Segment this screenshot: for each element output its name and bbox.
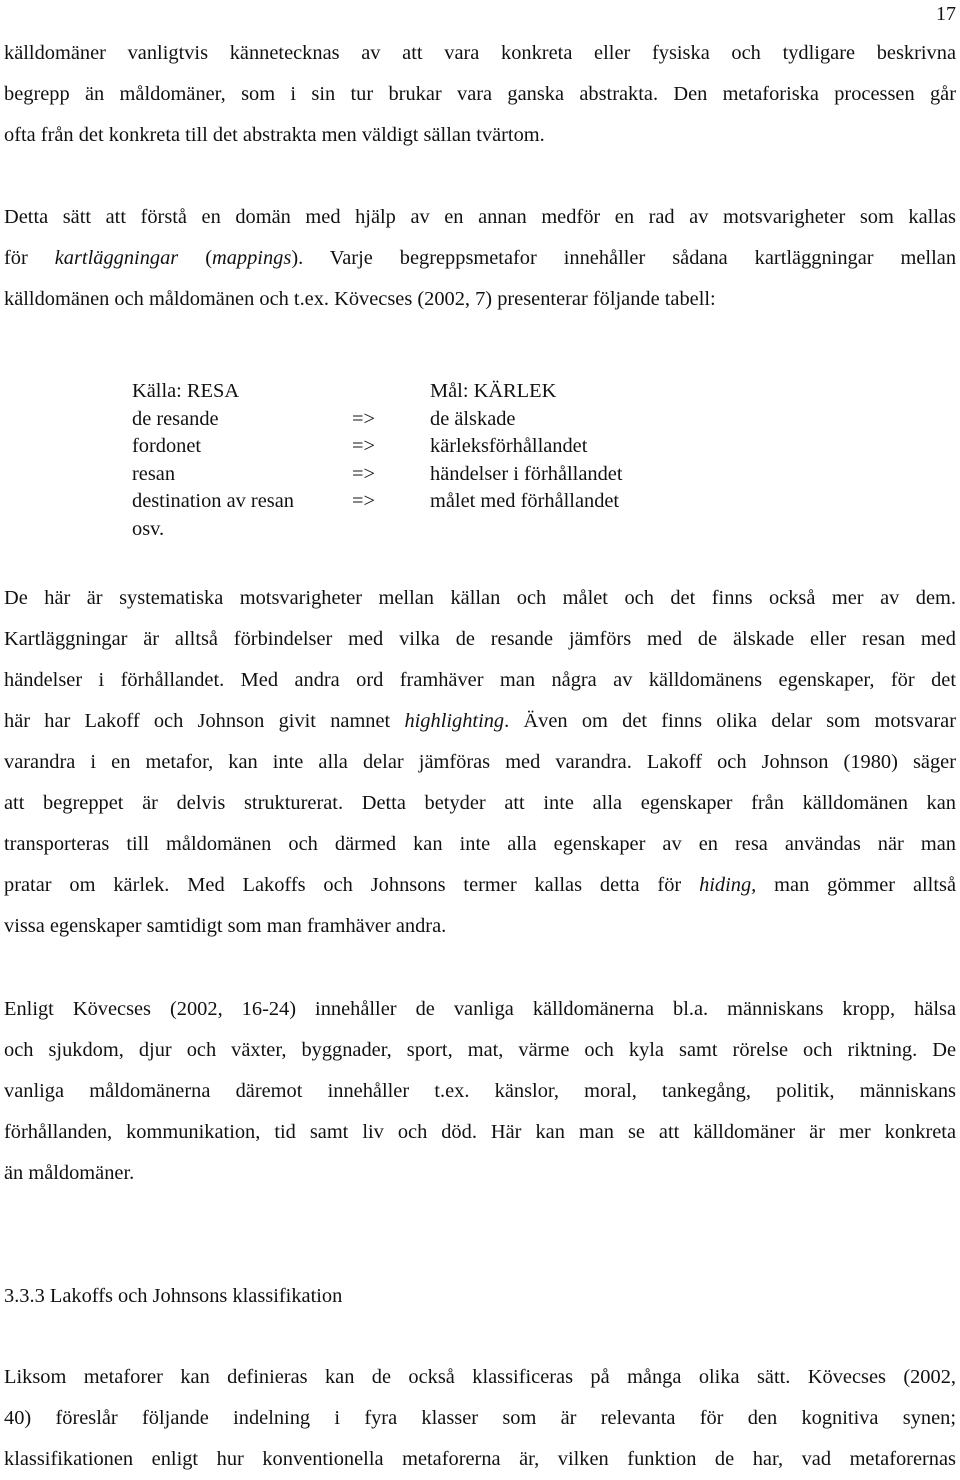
- target-cell: målet med förhållandet: [430, 490, 620, 513]
- text-line: 40) föreslår följande indelning i fyra klasser som är relevanta för den kognitiva synen;: [4, 1407, 956, 1429]
- text-line: källdomäner vanligtvis kännetecknas av att vara konkreta eller fysiska och tydligare beskrivna: [4, 42, 956, 64]
- arrow-cell: =>: [352, 462, 375, 485]
- paragraph-4: [4, 989, 956, 1194]
- paragraph-3: [4, 578, 956, 947]
- paragraph-5: [4, 1357, 956, 1480]
- target-cell: kärleksförhållandet: [430, 435, 588, 458]
- page-number: 17: [936, 3, 956, 25]
- paragraph-1: [4, 33, 956, 156]
- text-line: för kartläggningar (mappings). Varje begreppsmetafor innehåller sådana kartläggningar mellan: [4, 247, 957, 269]
- text-line: och sjukdom, djur och växter, byggnader, sport, mat, värme och kyla samt rörelse och riktning. De: [4, 1039, 956, 1061]
- text-line: begrepp än måldomäner, som i sin tur brukar vara ganska abstrakta. Den metaforiska processen går: [4, 83, 956, 105]
- term-mappings: mappings: [212, 247, 292, 269]
- arrow-cell: =>: [352, 490, 375, 513]
- target-header: Mål: KÄRLEK: [430, 380, 557, 402]
- table-row: [132, 461, 730, 489]
- table-header-row: [132, 378, 730, 406]
- source-cell: destination av resan: [132, 490, 294, 513]
- text-line: än måldomäner.: [4, 1162, 135, 1184]
- text-line: pratar om kärlek. Med Lakoffs och Johnsons termer kallas detta för hiding, man gömmer alltså: [4, 874, 956, 896]
- text-line: Detta sätt att förstå en domän med hjälp av en annan medför en rad av motsvarigheter som kallas: [4, 206, 956, 228]
- table-footer-row: [132, 516, 730, 544]
- text-line: vanliga måldomänerna däremot innehåller t.ex. känslor, moral, tankegång, politik, människans: [4, 1080, 956, 1102]
- text-line: Enligt Kövecses (2002, 16-24) innehåller de vanliga källdomänerna bl.a. människans kropp, hälsa: [4, 998, 956, 1020]
- text-line: att begreppet är delvis strukturerat. Detta betyder att inte alla egenskaper från källdomänen kan: [4, 792, 956, 814]
- arrow-cell: =>: [352, 407, 375, 430]
- source-cell: fordonet: [132, 435, 202, 458]
- section-heading: 3.3.3 Lakoffs och Johnsons klassifikation: [4, 1285, 343, 1307]
- term-kartlaggningar: kartläggningar: [54, 247, 179, 269]
- target-cell: händelser i förhållandet: [430, 462, 623, 485]
- table-row: [132, 488, 730, 516]
- table-row: [132, 433, 730, 461]
- text-line: källdomänen och måldomänen och t.ex. Kövecses (2002, 7) presenterar följande tabell:: [4, 288, 716, 310]
- text-line: Liksom metaforer kan definieras kan de också klassificeras på många olika sätt. Kövecses (2002,: [4, 1366, 956, 1388]
- text-line: Kartläggningar är alltså förbindelser med vilka de resande jämförs med de älskade eller resan med: [4, 628, 956, 650]
- text-line: varandra i en metafor, kan inte alla delar jämföras med varandra. Lakoff och Johnson (1980) säger: [4, 751, 956, 773]
- term-highlighting: highlighting: [404, 710, 505, 732]
- text-line: klassifikationen enligt hur konventionella metaforerna är, vilken funktion de har, vad metaforernas: [4, 1448, 956, 1470]
- text-line: transporteras till måldomänen och därmed kan inte alla egenskaper av en resa användas när man: [4, 833, 956, 855]
- text-line: ofta från det konkreta till det abstrakta men väldigt sällan tvärtom.: [4, 124, 545, 146]
- text-line: förhållanden, kommunikation, tid samt liv och död. Här kan man se att källdomäner är mer konkreta: [4, 1121, 956, 1143]
- source-cell: de resande: [132, 407, 219, 430]
- source-cell: resan: [132, 462, 176, 485]
- mapping-table: [132, 378, 730, 544]
- paragraph-2: [4, 197, 956, 320]
- text-line: De här är systematiska motsvarigheter mellan källan och målet och det finns också mer av dem.: [4, 587, 956, 609]
- arrow-cell: =>: [352, 435, 375, 458]
- text-line: händelser i förhållandet. Med andra ord framhäver man några av källdomänens egenskaper, för det: [4, 669, 956, 691]
- text-line: här har Lakoff och Johnson givit namnet highlighting. Även om det finns olika delar som motsvarar: [4, 710, 956, 732]
- target-cell: de älskade: [430, 407, 516, 430]
- table-footer: osv.: [132, 517, 165, 540]
- term-hiding: hiding,: [699, 874, 757, 896]
- source-header: Källa: RESA: [132, 380, 240, 402]
- table-row: [132, 406, 730, 434]
- text-line: vissa egenskaper samtidigt som man framhäver andra.: [4, 915, 447, 937]
